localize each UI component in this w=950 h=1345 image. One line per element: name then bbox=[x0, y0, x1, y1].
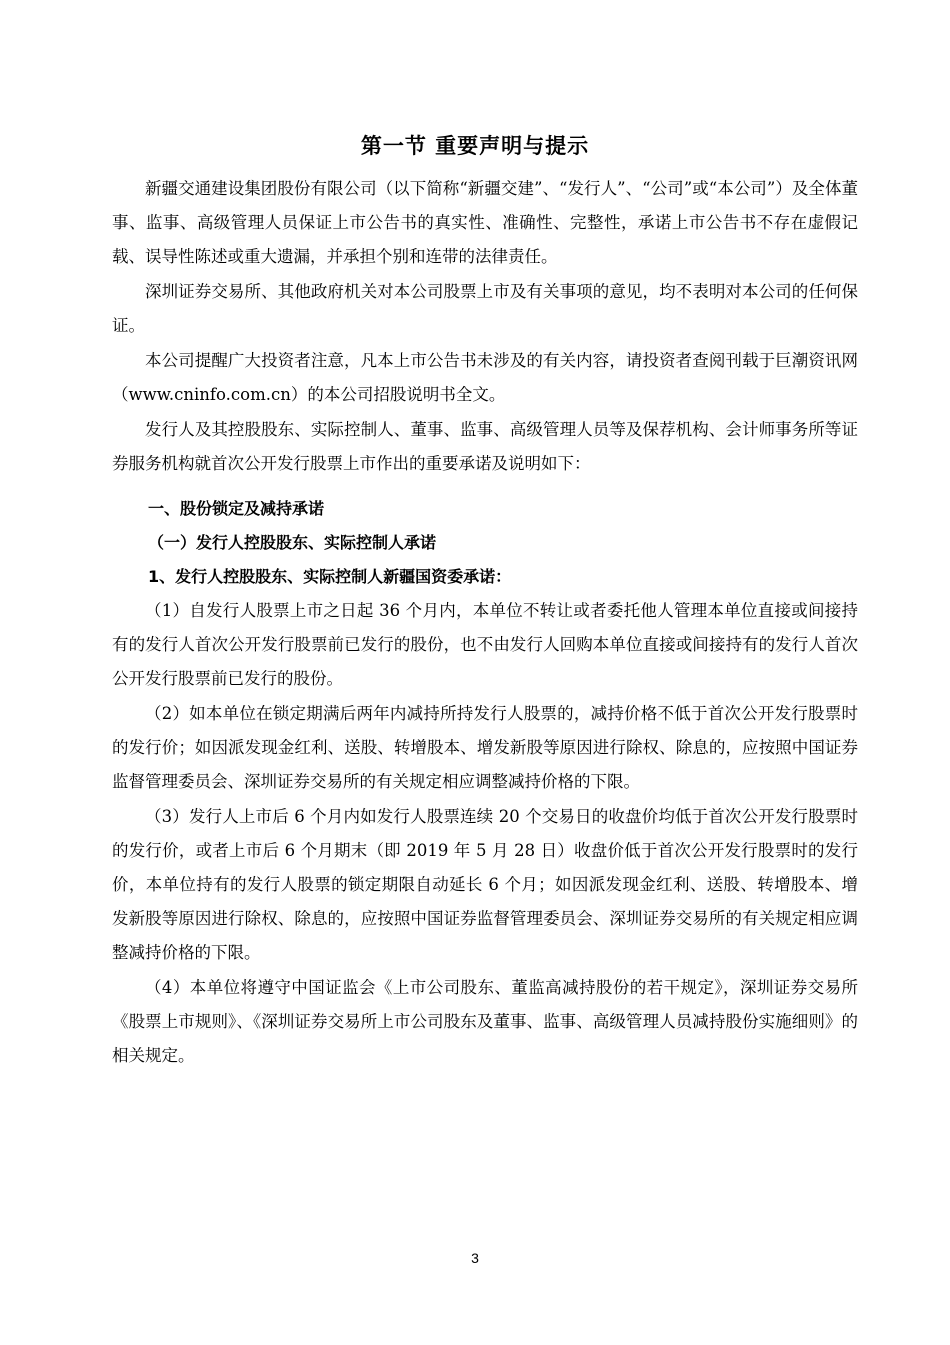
paragraph-declaration: 新疆交通建设集团股份有限公司（以下简称“新疆交建”、“发行人”、“公司”或“本公司”）及全体董事、监事、高级管理人员保证上市公告书的真实性、准确性、完整性，承诺上市公告书不存在虚假记载、误导性陈述或重大遗漏，并承担个别和连带的法律责任。 bbox=[112, 179, 858, 266]
item-heading: 1、发行人控股股东、实际控制人新疆国资委承诺： bbox=[148, 567, 512, 586]
paragraph-investor-reminder: 本公司提醒广大投资者注意，凡本上市公告书未涉及的有关内容，请投资者查阅刊载于巨潮资讯网（www.cninfo.com.cn）的本公司招股说明书全文。 bbox=[112, 351, 858, 404]
commitment-item-4: （4）本单位将遵守中国证监会《上市公司股东、董监高减持股份的若干规定》，深圳证券交易所《股票上市规则》、《深圳证券交易所上市公司股东及董事、监事、高级管理人员减持股份实施细则》的相关规定。 bbox=[112, 978, 858, 1065]
commitment-item-3: （3）发行人上市后 6 个月内如发行人股票连续 20 个交易日的收盘价均低于首次公开发行股票时的发行价，或者上市后 6 个月期末（即 2019 年 5 月 28 日）收盘价低于首次公开发行股票时的发行价，本单位持有的发行人股票的锁定期限自动延长 6 个月；如因派发现金红利、送股、转增股本、增发新股等原因进行除权、除息的，应按照中国证券监督管理委员会、深圳证券交易所的有关规定相应调整减持价格的下限。 bbox=[112, 807, 858, 962]
section-heading: 一、股份锁定及减持承诺 bbox=[148, 499, 325, 518]
page-number: 3 bbox=[471, 1250, 479, 1266]
subsection-heading: （一）发行人控股股东、实际控制人承诺 bbox=[148, 533, 437, 552]
section-title: 第一节 重要声明与提示 bbox=[360, 134, 590, 158]
document-body bbox=[112, 172, 858, 1074]
commitment-item-1: （1）自发行人股票上市之日起 36 个月内，本单位不转让或者委托他人管理本单位直接或间接持有的发行人首次公开发行股票前已发行的股份，也不由发行人回购本单位直接或间接持有的发行人首次公开发行股票前已发行的股份。 bbox=[112, 601, 858, 688]
paragraph-exchange-notice: 深圳证券交易所、其他政府机关对本公司股票上市及有关事项的意见，均不表明对本公司的任何保证。 bbox=[112, 282, 858, 335]
paragraph-commitments-intro: 发行人及其控股股东、实际控制人、董事、监事、高级管理人员等及保荐机构、会计师事务所等证券服务机构就首次公开发行股票上市作出的重要承诺及说明如下： bbox=[112, 420, 858, 473]
commitment-item-2: （2）如本单位在锁定期满后两年内减持所持发行人股票的，减持价格不低于首次公开发行股票时的发行价；如因派发现金红利、送股、转增股本、增发新股等原因进行除权、除息的，应按照中国证券监督管理委员会、深圳证券交易所的有关规定相应调整减持价格的下限。 bbox=[112, 704, 858, 791]
